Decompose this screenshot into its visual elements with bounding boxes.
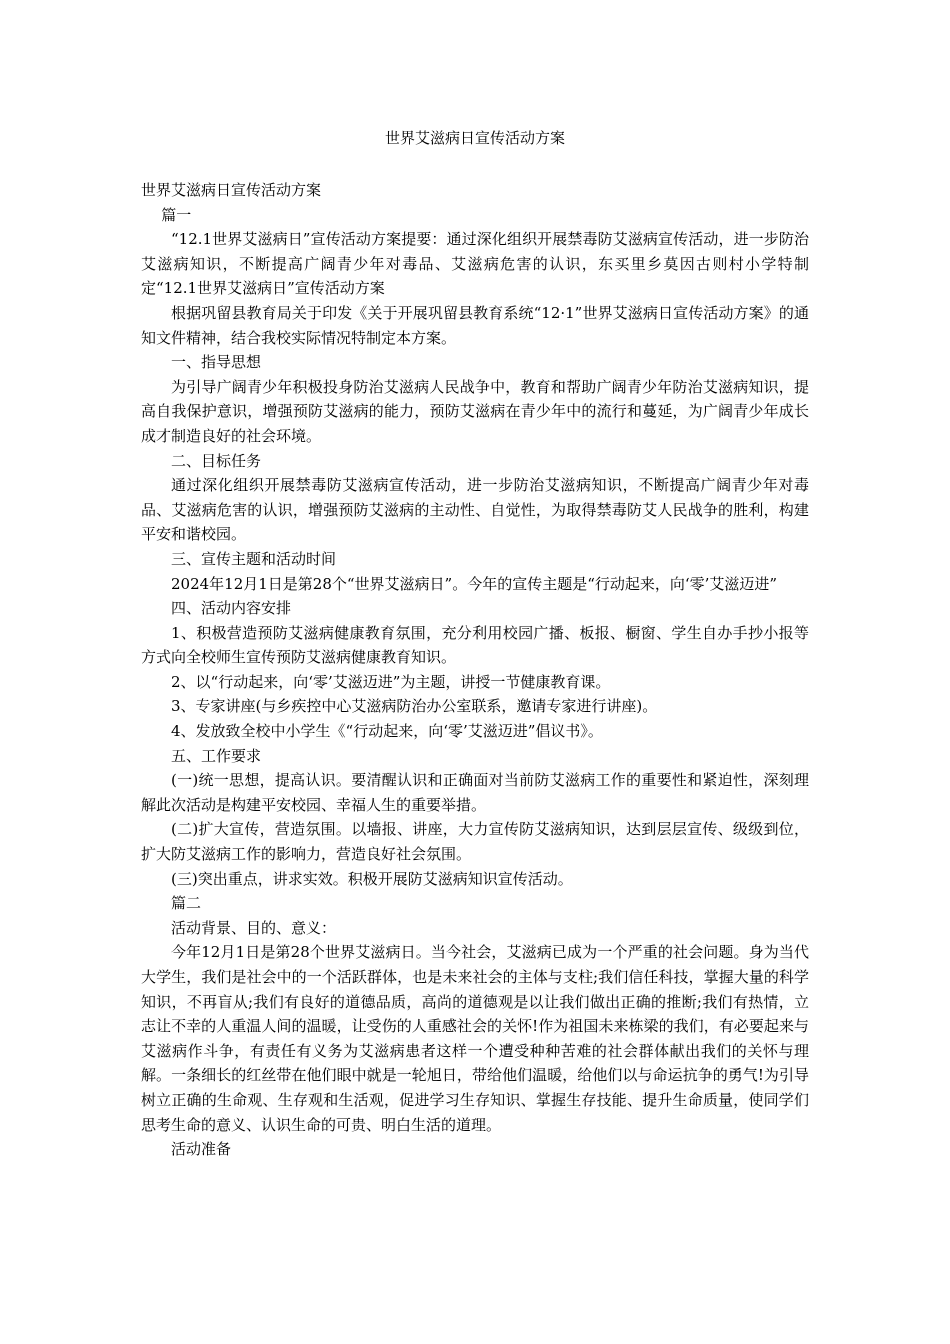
heading-theme-and-time: 三、宣传主题和活动时间 [171, 549, 337, 568]
heading-goals: 二、目标任务 [171, 451, 262, 470]
list-item-activity-1: 1、积极营造预防艾滋病健康教育氛围，充分利用校园广播、板报、橱窗、学生自办手抄小报等方式向全校师生宣传预防艾滋病健康教育知识。 [141, 623, 809, 667]
document-body [141, 178, 809, 1162]
list-item-activity-4: 4、发放致全校中小学生《“行动起来，向‘零’艾滋迈进”倡议书》。 [171, 722, 603, 741]
paragraph-guiding-idea: 为引导广阔青少年积极投身防治艾滋病人民战争中，教育和帮助广阔青少年防治艾滋病知识，提高自我保护意识，增强预防艾滋病的能力，预防艾滋病在青少年中的流行和蔓延，为广阔青少年成长成才制造良好的社会环境。 [141, 377, 809, 445]
list-item-activity-3: 3、专家讲座(与乡疾控中心艾滋病防治办公室联系，邀请专家进行讲座)。 [171, 697, 658, 716]
section-label-part-one: 篇一 [161, 205, 192, 224]
list-item-requirement-2: (二)扩大宣传，营造氛围。以墙报、讲座，大力宣传防艾滋病知识，达到层层宣传、级级到位，扩大防艾滋病工作的影响力，营造良好社会氛围。 [141, 820, 809, 864]
section-label-part-two: 篇二 [171, 894, 202, 913]
heading-activities: 四、活动内容安排 [171, 599, 292, 618]
body-heading: 世界艾滋病日宣传活动方案 [141, 181, 322, 199]
paragraph-background: 今年12月1日是第28个世界艾滋病日。当今社会，艾滋病已成为一个严重的社会问题。身为当代大学生，我们是社会中的一个活跃群体，也是未来社会的主体与支柱;我们信任科技，掌握大量的科学知识，不再盲从;我们有良好的道德品质，高尚的道德观是以让我们做出正确的推断;我们有热情，立志让不幸的人重温人间的温暖，让受伤的人重感社会的关怀!作为祖国未来栋梁的我们，有必要起来与艾滋病作斗争，有责任有义务为艾滋病患者这样一个遭受种种苦难的社会群体献出我们的关怀与理解。一条细长的红丝带在他们眼中就是一轮旭日，带给他们温暖，给他们以与命运抗争的勇气!为引导树立正确的生命观、生存观和生活观，促进学习生存知识、掌握生存技能、提升生命质量，使同学们思考生命的意义、认识生命的可贵、明白生活的道理。 [141, 943, 809, 1134]
list-item-activity-2: 2、以“行动起来，向‘零’艾滋迈进”为主题，讲授一节健康教育课。 [171, 672, 611, 691]
list-item-requirement-1: (一)统一思想，提高认识。要清醒认识和正确面对当前防艾滋病工作的重要性和紧迫性，深刻理解此次活动是构建平安校园、幸福人生的重要举措。 [141, 771, 809, 814]
heading-preparation: 活动准备 [171, 1140, 232, 1159]
heading-requirements: 五、工作要求 [171, 746, 262, 765]
heading-guiding-idea: 一、指导思想 [171, 353, 262, 372]
paragraph-theme-and-time: 2024年12月1日是第28个“世界艾滋病日”。今年的宣传主题是“行动起来，向‘零’艾滋迈进” [171, 574, 778, 593]
list-item-requirement-3: (三)突出重点，讲求实效。积极开展防艾滋病知识宣传活动。 [171, 869, 573, 888]
paragraph-summary: “12.1世界艾滋病日”宣传活动方案提要：通过深化组织开展禁毒防艾滋病宣传活动，进一步防治艾滋病知识，不断提高广阔青少年对毒品、艾滋病危害的认识，东买里乡莫因古则村小学特制定“12.1世界艾滋病日”宣传活动方案 [141, 230, 809, 298]
page-title: 世界艾滋病日宣传活动方案 [384, 129, 565, 147]
heading-background: 活动背景、目的、意义： [171, 918, 337, 937]
paragraph-basis: 根据巩留县教育局关于印发《关于开展巩留县教育系统“12·1”世界艾滋病日宣传活动方案》的通知文件精神，结合我校实际情况特制定本方案。 [141, 303, 809, 347]
paragraph-goals: 通过深化组织开展禁毒防艾滋病宣传活动，进一步防治艾滋病知识，不断提高广阔青少年对毒品、艾滋病危害的认识，增强预防艾滋病的主动性、自觉性，为取得禁毒防艾人民战争的胜利，构建平安和谐校园。 [141, 476, 809, 544]
